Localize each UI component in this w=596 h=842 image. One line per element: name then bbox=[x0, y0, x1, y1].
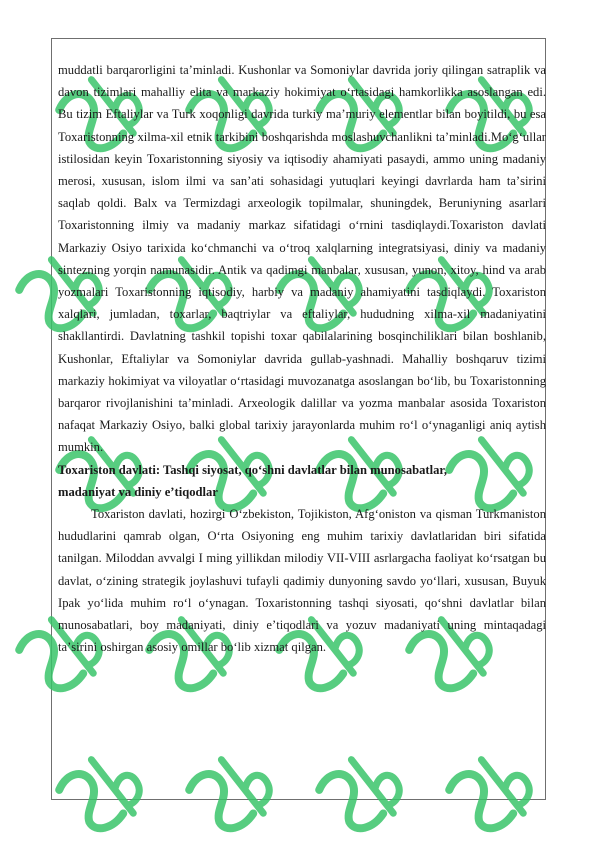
body-paragraph-1: muddatli barqarorligini taʼminladi. Kushonlar va Somoniylar davrida joriy qilingan satraplik va davon tizimlari mahalliy elita va markaziy hokimiyat oʻrtasidagi hamkorlikka asoslangan edi. Bu tizim Eftaliylar va Turk xoqonligi davrida turkiy maʼmuriy elementlar bilan boyitildi, bu esa Toxaristonning xilma-xil etnik tarkibini boshqarishda moslashuvchanlikni taʼminladi.Moʻgʻullar istilosidan keyin Toxaristonning siyosiy va iqtisodiy ahamiyati pasaydi, ammo uning madaniy merosi, xususan, islom ilmi va sanʼati sohasidagi yutuqlari keyingi davrlarda ham taʼsirini saqlab qoldi. Balx va Termizdagi arxeologik topilmalar, shuningdek, Beruniyning asarlari Toxaristonning ilmiy va madaniy markaz sifatidagi oʻrnini tasdiqlaydi.Toxariston davlati Markaziy Osiyo tarixida koʻchmanchi va oʻtroq xalqlarning integratsiyasi, diniy va madaniy sintezning yorqin namunasidir. Antik va qadimgi manbalar, xususan, yunon, xitoy, hind va arab yozmalari Toxaristonning iqtisodiy, harbiy va madaniy ahamiyatini tasdiqlaydi. Toxariston xalqlari, jumladan, toxarlar, baqtriylar va eftaliylar, hududning xilma-xil madaniyatini shakllantirdi. Davlatning tashkil topishi toxar qabilalarining bosqinchiliklari bilan boshlanib, Kushonlar, Eftaliylar va Somoniylar davrida gullab-yashnadi. Mahalliy boshqaruv tizimi markaziy hokimiyat va viloyatlar oʻrtasidagi muvozanatga asoslangan boʻlib, bu Toxaristonning barqaror rivojlanishini taʼminladi. Arxeologik dalillar va yozma manbalar asosida Toxariston nafaqat Markaziy Osiyo, balki global tarixiy jarayonlarda muhim roʻl oʻynaganligi aniq aytish mumkin. bbox=[58, 63, 546, 455]
section-heading-line-1: Toxariston davlati: Tashqi siyosat, qoʻshni davlatlar bilan munosabatlar, bbox=[58, 462, 448, 477]
section-heading-line-2: madaniyat va diniy eʼtiqodlar bbox=[58, 484, 218, 499]
document-body bbox=[58, 59, 546, 658]
body-paragraph-2: Toxariston davlati, hozirgi Oʻzbekiston, Tojikiston, Afgʻoniston va qisman Turkmaniston hududlarini qamrab olgan, Oʻrta Osiyoning eng muhim tarixiy davlatlaridan biri sifatida tanilgan. Miloddan avvalgi I ming yillikdan milodiy VII-VIII asrlargacha faoliyat koʻrsatgan bu davlat, oʻzining strategik joylashuvi tufayli qadimiy dunyoning savdo yoʻllari, xususan, Buyuk Ipak yoʻlida muhim roʻl oʻynagan. Toxaristonning tashqi siyosati, qoʻshni davlatlar bilan munosabatlari, boy madaniyati, diniy eʼtiqodlari va yozuv madaniyati uning mintaqadagi taʼsirini oshirgan asosiy omillar boʻlib xizmat qilgan. bbox=[58, 507, 546, 655]
